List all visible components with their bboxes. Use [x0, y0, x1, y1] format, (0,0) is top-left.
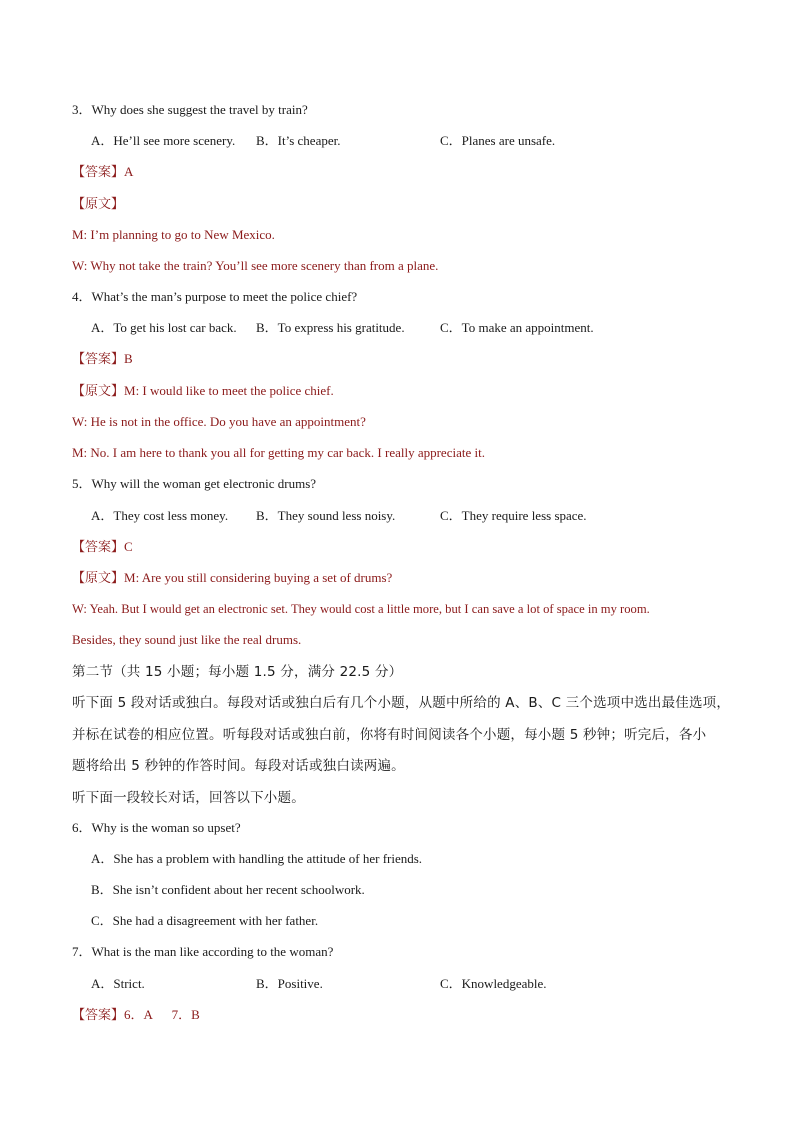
- option-b: B．Positive.: [256, 976, 323, 991]
- instruction-line: 题将给出 5 秒钟的作答时间。每段对话或独白读两遍。: [72, 758, 405, 774]
- source-4: [72, 383, 334, 399]
- option-a: A．She has a problem with handling the attitude of her friends.: [91, 851, 423, 866]
- question-6: 6．Why is the woman so upset?: [72, 820, 241, 835]
- option-b: B．They sound less noisy.: [256, 508, 396, 523]
- option-a: A．He’ll see more scenery.: [91, 133, 236, 148]
- answer-tag: 【答案】: [72, 165, 125, 180]
- source-tag: 【原文】: [72, 571, 125, 586]
- option-c: C．To make an appointment.: [440, 320, 594, 335]
- option-a: A．Strict.: [91, 976, 145, 991]
- answer-value: C: [124, 539, 133, 554]
- transcript-line: M: No. I am here to thank you all for getting my car back. I really appreciate it.: [72, 445, 485, 460]
- source-tag-3: [72, 196, 124, 212]
- transcript-line: W: Why not take the train? You’ll see more scenery than from a plane.: [72, 258, 439, 273]
- option-a: A．To get his lost car back.: [91, 320, 237, 335]
- transcript-line: M: Are you still considering buying a set of drums?: [124, 570, 393, 585]
- option-c: C．Knowledgeable.: [440, 976, 547, 991]
- answer-value: B: [124, 351, 133, 366]
- question-7: 7．What is the man like according to the woman?: [72, 944, 334, 959]
- answer-3: [72, 164, 133, 180]
- question-7-options: [0, 976, 794, 992]
- question-3: 3．Why does she suggest the travel by train?: [72, 102, 308, 117]
- question-4: 4．What’s the man’s purpose to meet the police chief?: [72, 289, 358, 304]
- transcript-line: M: I’m planning to go to New Mexico.: [72, 227, 275, 242]
- answer-tag: 【答案】: [72, 352, 125, 367]
- question-5: 5．Why will the woman get electronic drums?: [72, 476, 317, 491]
- section-heading: 第二节（共 15 小题；每小题 1.5 分，满分 22.5 分）: [72, 664, 403, 680]
- question-4-options: [0, 320, 794, 336]
- option-a: A．They cost less money.: [91, 508, 229, 523]
- option-b: B．To express his gratitude.: [256, 320, 405, 335]
- answer-6-7: [72, 1007, 200, 1023]
- transcript-line: Besides, they sound just like the real drums.: [72, 632, 302, 647]
- option-c: C．Planes are unsafe.: [440, 133, 556, 148]
- source-tag: 【原文】: [72, 384, 125, 399]
- answer-4: [72, 351, 133, 367]
- option-b: B．It’s cheaper.: [256, 133, 341, 148]
- option-c: C．They require less space.: [440, 508, 587, 523]
- transcript-line: W: He is not in the office. Do you have an appointment?: [72, 414, 366, 429]
- answer-tag: 【答案】: [72, 1008, 125, 1023]
- section-intro: 听下面一段较长对话，回答以下小题。: [72, 790, 305, 806]
- instruction-line: 听下面 5 段对话或独白。每段对话或独白后有几个小题，从题中所给的 A、B、C 三个选项中选出最佳选项，: [72, 695, 731, 711]
- option-b: B．She isn’t confident about her recent schoolwork.: [91, 882, 365, 897]
- question-3-options: [0, 133, 794, 149]
- transcript-line: M: I would like to meet the police chief.: [124, 383, 334, 398]
- answer-value: 6．A 7．B: [124, 1007, 200, 1022]
- question-5-options: [0, 508, 794, 524]
- answer-value: A: [124, 164, 134, 179]
- instruction-line: 并标在试卷的相应位置。听每段对话或独白前，你将有时间阅读各个小题，每小题 5 秒钟；听完后，各小: [72, 727, 707, 743]
- answer-5: [72, 539, 133, 555]
- answer-tag: 【答案】: [72, 540, 125, 555]
- source-5: [72, 570, 392, 586]
- source-tag: 【原文】: [72, 197, 125, 212]
- transcript-line: W: Yeah. But I would get an electronic set. They would cost a little more, but I can save a lot of space in my room.: [72, 602, 650, 616]
- option-c: C．She had a disagreement with her father.: [91, 913, 319, 928]
